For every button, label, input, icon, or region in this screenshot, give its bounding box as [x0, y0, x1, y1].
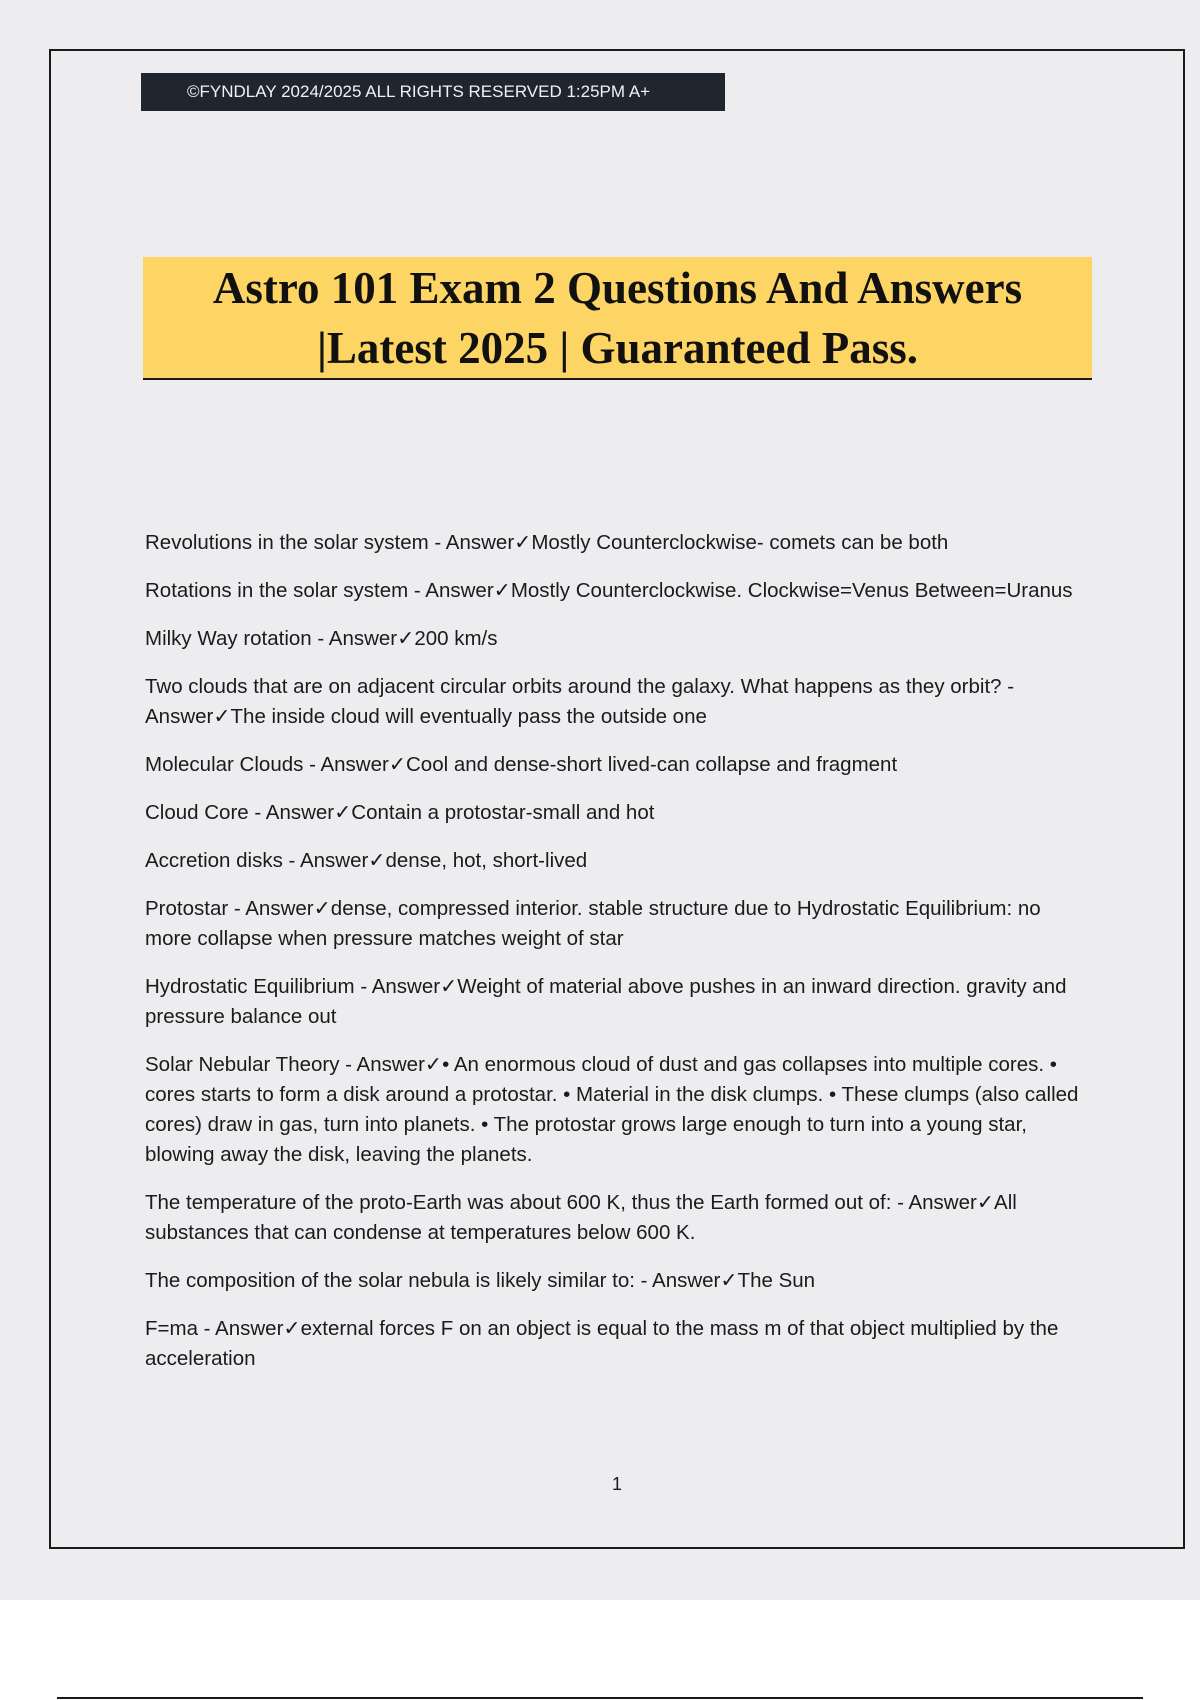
- qa-item: Hydrostatic Equilibrium - Answer✓Weight of material above pushes in an inward direction. gravity and pressure balance out: [145, 975, 1067, 1028]
- copyright-banner: ©FYNDLAY 2024/2025 ALL RIGHTS RESERVED 1:25PM A+: [141, 73, 725, 111]
- qa-item: Solar Nebular Theory - Answer✓• An enormous cloud of dust and gas collapses into multiple cores. • cores starts to form a disk around a protostar. • Material in the disk clumps. • These clumps (also called cores) draw in gas, turn into planets. • The protostar grows large enough to turn into a young star, blowing away the disk, leaving the planets.: [145, 1053, 1079, 1166]
- page-number: 1: [611, 1474, 622, 1494]
- qa-item: The composition of the solar nebula is likely similar to: - Answer✓The Sun: [145, 1269, 816, 1292]
- qa-list: [145, 528, 1085, 1392]
- document-title: [143, 257, 1092, 380]
- qa-item: Protostar - Answer✓dense, compressed interior. stable structure due to Hydrostatic Equilibrium: no more collapse when pressure matches weight of star: [145, 897, 1041, 950]
- qa-item: Revolutions in the solar system - Answer✓Mostly Counterclockwise- comets can be both: [145, 531, 949, 554]
- next-page-divider: [57, 1697, 1143, 1699]
- qa-item: The temperature of the proto-Earth was about 600 K, thus the Earth formed out of: - Answer✓All substances that can condense at temperatures below 600 K.: [145, 1191, 1017, 1244]
- qa-item: Two clouds that are on adjacent circular orbits around the galaxy. What happens as they orbit? - Answer✓The inside cloud will eventually pass the outside one: [145, 675, 1015, 728]
- qa-item: Molecular Clouds - Answer✓Cool and dense-short lived-can collapse and fragment: [145, 753, 898, 776]
- qa-item: Milky Way rotation - Answer✓200 km/s: [145, 627, 498, 650]
- qa-item: Accretion disks - Answer✓dense, hot, short-lived: [145, 849, 588, 872]
- qa-item: F=ma - Answer✓external forces F on an object is equal to the mass m of that object multiplied by the acceleration: [145, 1317, 1059, 1370]
- qa-item: Cloud Core - Answer✓Contain a protostar-small and hot: [145, 801, 655, 824]
- qa-item: Rotations in the solar system - Answer✓Mostly Counterclockwise. Clockwise=Venus Between=Uranus: [145, 579, 1073, 602]
- title-line-2: |Latest 2025 | Guaranteed Pass.: [316, 322, 919, 373]
- title-line-1: Astro 101 Exam 2 Questions And Answers: [212, 262, 1023, 313]
